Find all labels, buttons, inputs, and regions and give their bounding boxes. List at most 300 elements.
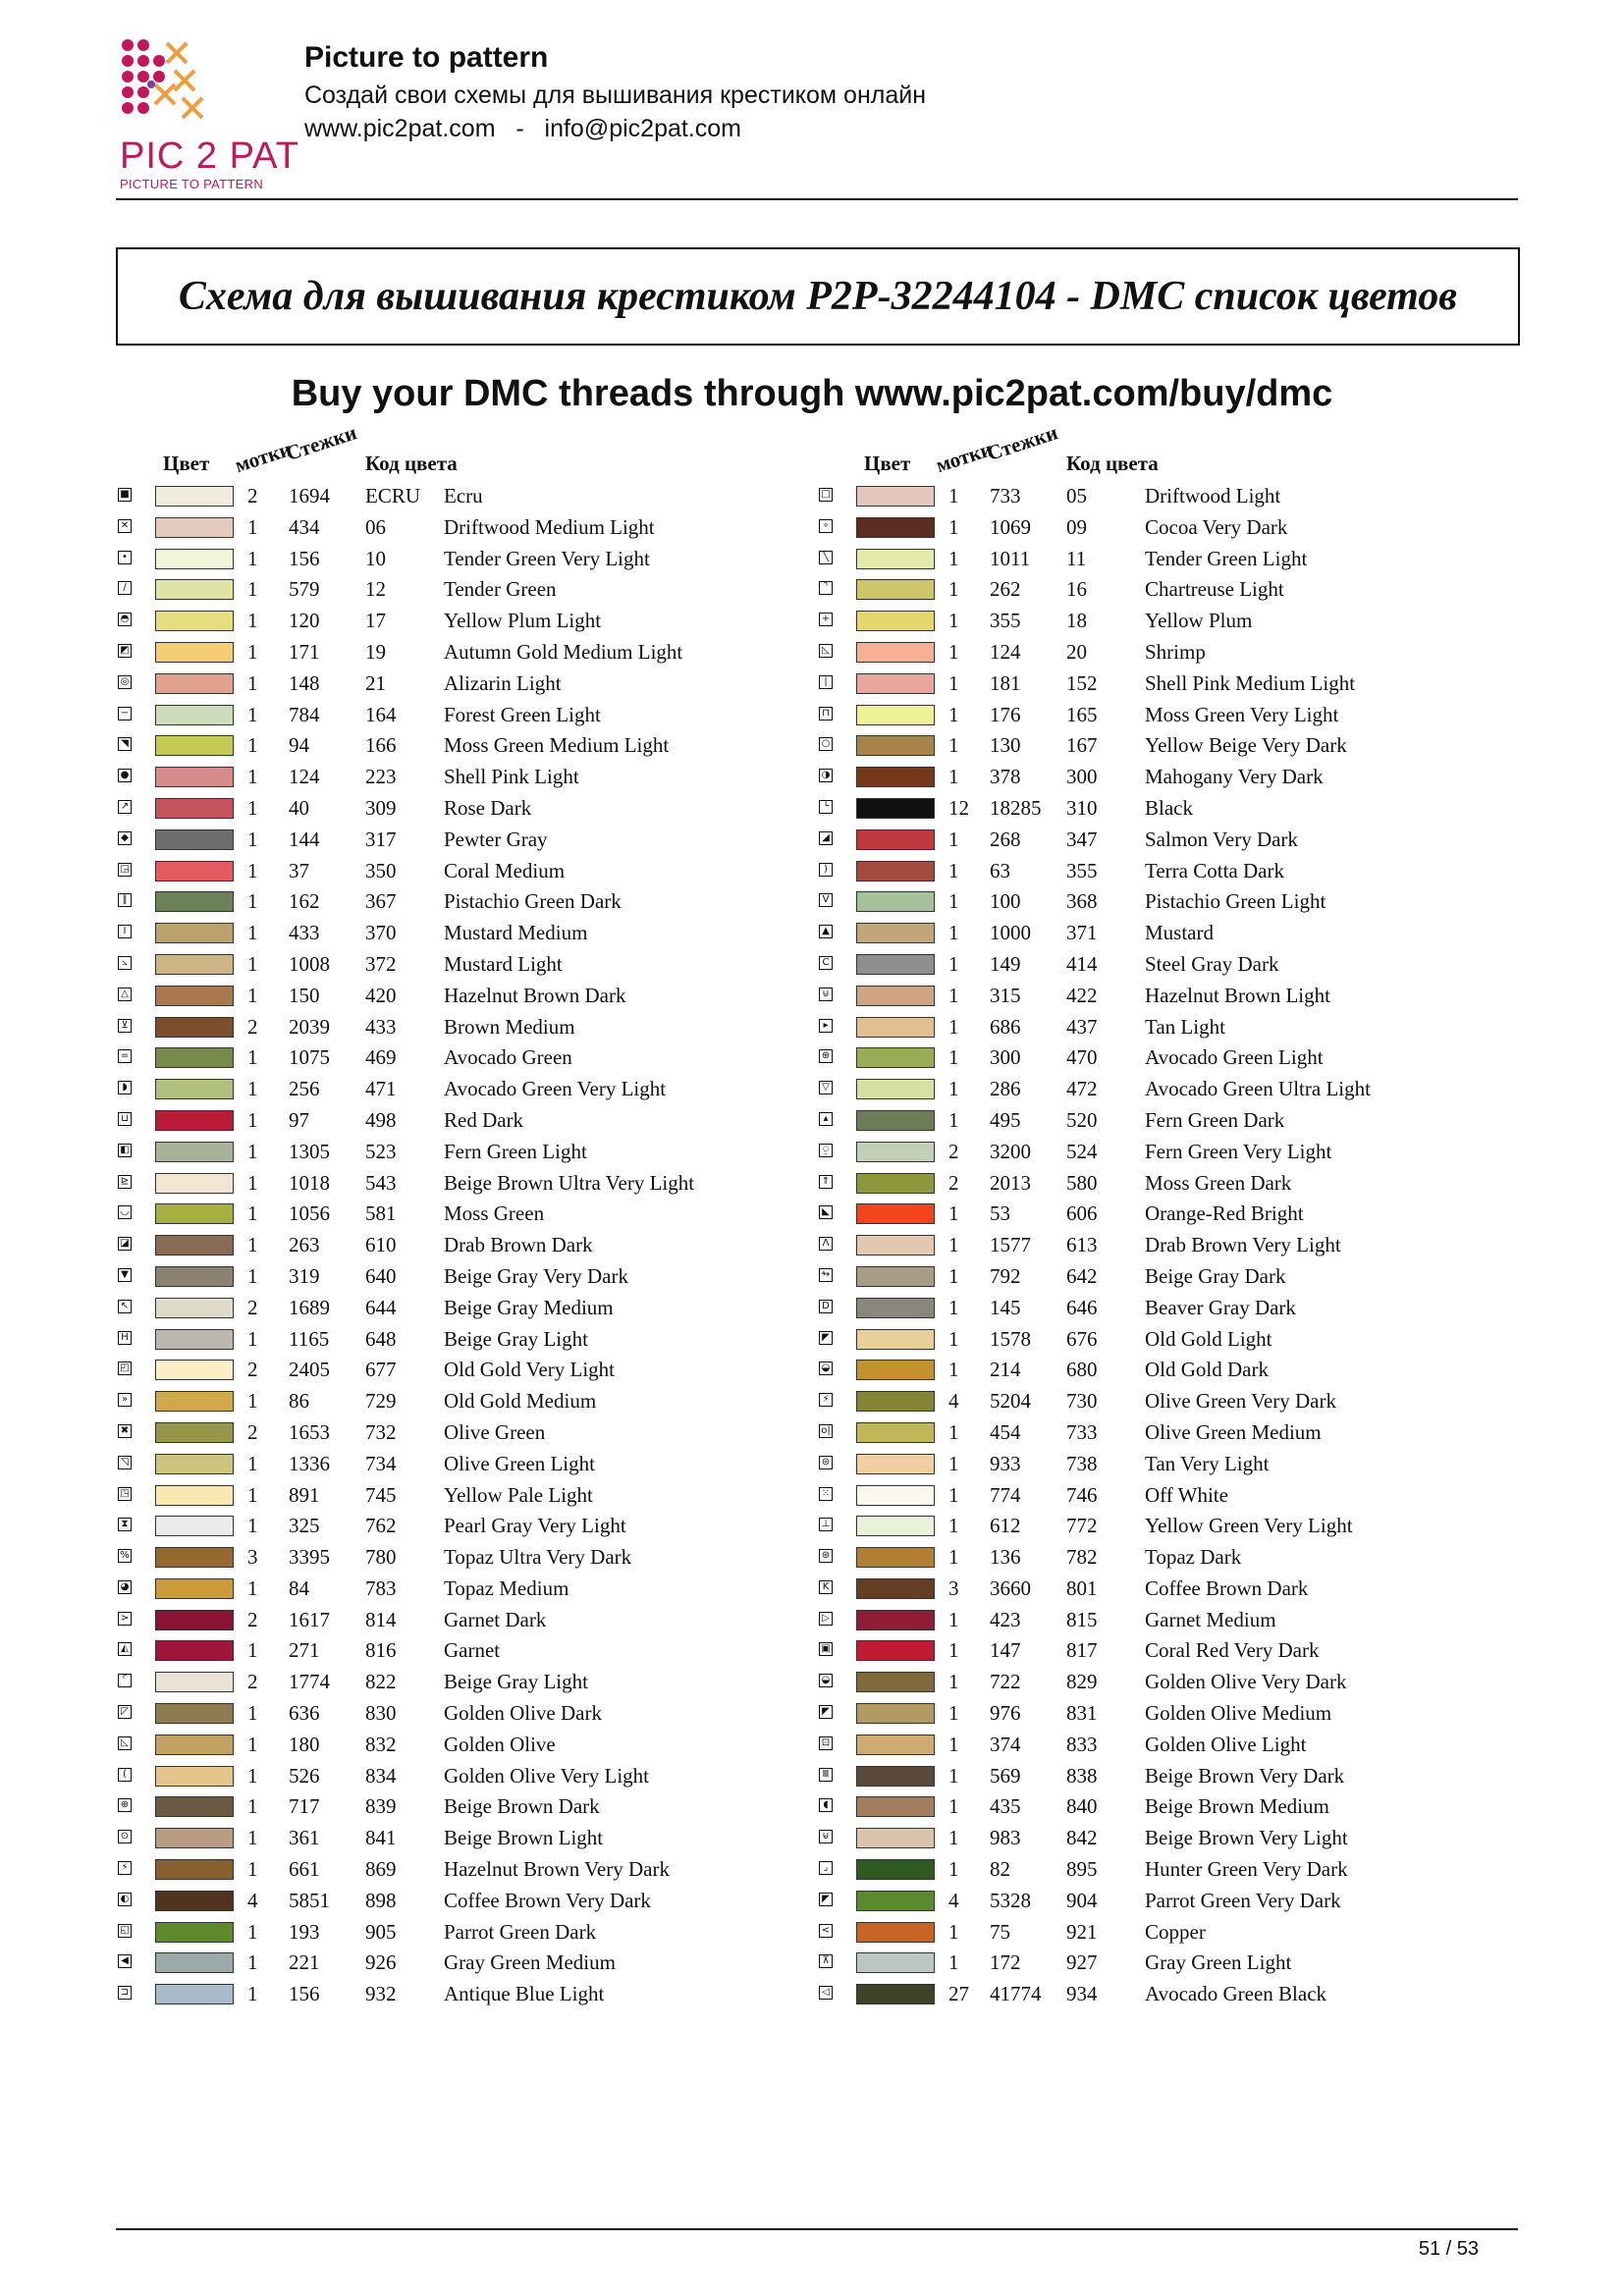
color-name: Tan Very Light (1145, 1451, 1270, 1475)
color-swatch (856, 1454, 935, 1474)
skeins-value: 1 (948, 858, 959, 882)
header-stitches: Стежки (984, 420, 1061, 466)
skeins-value: 1 (948, 1794, 959, 1819)
color-swatch (155, 735, 234, 756)
skeins-value: 1 (247, 1326, 258, 1351)
stitches-value: 1577 (990, 1233, 1031, 1257)
table-row (116, 949, 803, 981)
table-row (817, 1074, 1504, 1105)
color-swatch (155, 579, 234, 600)
skeins-value: 1 (247, 1045, 258, 1070)
color-name: Beige Gray Very Dark (444, 1263, 628, 1288)
color-swatch (155, 1578, 234, 1599)
color-code: 372 (365, 951, 397, 976)
color-name: Forest Green Light (444, 702, 601, 726)
color-code: 17 (365, 609, 386, 633)
skeins-value: 1 (247, 1233, 258, 1257)
color-code: 640 (365, 1263, 397, 1288)
pattern-symbol: C (819, 956, 833, 970)
color-code: 676 (1066, 1326, 1098, 1351)
header-color: Цвет (864, 452, 911, 475)
color-swatch (856, 1142, 935, 1162)
table-row (817, 730, 1504, 762)
table-row (116, 1730, 803, 1761)
skeins-value: 2 (247, 1419, 258, 1444)
skeins-value: 1 (948, 702, 959, 726)
table-row (817, 1012, 1504, 1043)
pattern-symbol: ⇑ (819, 1175, 833, 1189)
color-swatch (856, 767, 935, 787)
table-row (116, 1137, 803, 1168)
pattern-symbol: ◒ (819, 1362, 833, 1375)
color-code: 815 (1066, 1607, 1098, 1631)
pattern-symbol: ↖ (118, 1300, 132, 1313)
color-code: ECRU (365, 484, 421, 507)
color-name: Golden Olive (444, 1732, 556, 1756)
table-row (116, 1979, 803, 2010)
skeins-value: 1 (948, 1045, 959, 1070)
table-row (116, 1417, 803, 1449)
color-code: 783 (365, 1575, 397, 1600)
color-code: 20 (1066, 639, 1087, 664)
skeins-value: 1 (948, 1419, 959, 1444)
pattern-symbol: ◖ (819, 1798, 833, 1812)
color-code: 165 (1066, 702, 1098, 726)
color-swatch (155, 1422, 234, 1443)
color-name: Beige Brown Medium (1145, 1794, 1329, 1819)
skeins-value: 1 (247, 1638, 258, 1663)
brand-contact[interactable]: www.pic2pat.com - info@pic2pat.com (304, 115, 741, 142)
stitches-value: 636 (289, 1701, 320, 1726)
pattern-symbol: ⚡ (819, 1393, 833, 1407)
skeins-value: 1 (948, 484, 959, 507)
pattern-symbol: ⦣ (118, 956, 132, 970)
color-swatch (155, 1329, 234, 1350)
color-swatch (155, 1640, 234, 1661)
color-swatch (856, 1578, 935, 1599)
stitches-value: 148 (289, 670, 320, 695)
pattern-symbol: ‖ (118, 893, 132, 907)
pattern-symbol: % (118, 1549, 132, 1563)
skeins-value: 1 (948, 889, 959, 914)
footer-divider (116, 2228, 1518, 2230)
color-swatch (856, 549, 935, 569)
color-name: Mustard Light (444, 951, 563, 976)
pattern-symbol: Λ (819, 1237, 833, 1251)
color-code: 414 (1066, 951, 1098, 976)
color-name: Mahogany Very Dark (1145, 765, 1324, 789)
color-swatch (856, 705, 935, 725)
skeins-value: 1 (948, 827, 959, 851)
color-name: Old Gold Dark (1145, 1358, 1269, 1382)
skeins-value: 1 (948, 1607, 959, 1631)
stitches-value: 100 (990, 889, 1021, 914)
color-swatch (155, 1203, 234, 1224)
pattern-symbol: ■ (118, 488, 132, 502)
pattern-symbol: ▣ (819, 1642, 833, 1656)
table-row (116, 1635, 803, 1667)
buy-threads-link[interactable]: Buy your DMC threads through www.pic2pat.com/buy/dmc (291, 373, 1333, 414)
color-swatch (155, 1391, 234, 1412)
color-swatch (155, 1796, 234, 1817)
table-row (116, 544, 803, 575)
pattern-symbol: △ (118, 988, 132, 1001)
stitches-value: 1653 (289, 1419, 330, 1444)
skeins-value: 12 (948, 795, 969, 820)
stitches-value: 214 (990, 1358, 1021, 1382)
color-code: 223 (365, 765, 397, 789)
color-name: Parrot Green Very Dark (1145, 1888, 1341, 1912)
pattern-symbol: = (118, 1049, 132, 1063)
table-row (116, 574, 803, 606)
skeins-value: 1 (247, 889, 258, 914)
stitches-value: 434 (289, 514, 320, 539)
skeins-value: 1 (247, 546, 258, 570)
color-name: Tender Green Very Light (444, 546, 650, 570)
stitches-value: 156 (289, 546, 320, 570)
stitches-value: 454 (990, 1419, 1021, 1444)
color-code: 317 (365, 827, 397, 851)
pattern-symbol: ◢ (819, 831, 833, 845)
color-code: 648 (365, 1326, 397, 1351)
color-name: Yellow Pale Light (444, 1482, 593, 1507)
color-name: Olive Green (444, 1419, 546, 1444)
pattern-symbol: o| (819, 1424, 833, 1438)
pattern-symbol: ◑ (819, 769, 833, 782)
color-swatch (856, 1952, 935, 1973)
pattern-symbol: D (819, 1300, 833, 1313)
skeins-value: 2 (247, 1358, 258, 1382)
skeins-value: 1 (247, 670, 258, 695)
color-name: Hazelnut Brown Very Dark (444, 1857, 670, 1882)
color-code: 921 (1066, 1919, 1098, 1944)
table-row (817, 1917, 1504, 1949)
color-code: 309 (365, 795, 397, 820)
pattern-symbol: ◤ (819, 1331, 833, 1345)
color-code: 772 (1066, 1514, 1098, 1538)
pattern-symbol: ◐ (118, 1893, 132, 1906)
color-name: Pewter Gray (444, 827, 548, 851)
stitches-value: 136 (990, 1545, 1021, 1570)
skeins-value: 1 (247, 1107, 258, 1132)
table-header (817, 420, 1504, 481)
skeins-value: 1 (247, 827, 258, 851)
skeins-value: 1 (247, 514, 258, 539)
color-code: 677 (365, 1358, 397, 1382)
pattern-symbol: ◡ (118, 1205, 132, 1219)
color-code: 898 (365, 1888, 397, 1912)
stitches-value: 300 (990, 1045, 1021, 1070)
document-title-box (116, 247, 1520, 346)
color-name: Coffee Brown Dark (1145, 1575, 1309, 1600)
stitches-value: 124 (289, 765, 320, 789)
color-swatch (155, 1922, 234, 1943)
skeins-value: 1 (948, 1263, 959, 1288)
color-table-right (817, 420, 1504, 2010)
color-code: 840 (1066, 1794, 1098, 1819)
skeins-value: 1 (948, 1545, 959, 1570)
skeins-value: 1 (247, 1077, 258, 1101)
pattern-symbol: ◤ (819, 1893, 833, 1906)
header-stitches: Стежки (283, 420, 360, 466)
table-row (116, 1698, 803, 1730)
table-row (116, 856, 803, 887)
skeins-value: 1 (247, 1794, 258, 1819)
skeins-value: 1 (948, 639, 959, 664)
brand-title: Picture to pattern (304, 41, 549, 74)
pattern-symbol: / (118, 581, 132, 595)
pattern-symbol: ✕ (118, 519, 132, 533)
color-code: 164 (365, 702, 397, 726)
color-code: 520 (1066, 1107, 1098, 1132)
color-code: 644 (365, 1295, 397, 1319)
color-code: 839 (365, 1794, 397, 1819)
pattern-symbol: ◺ (819, 644, 833, 658)
table-row (116, 1074, 803, 1105)
skeins-value: 1 (247, 1451, 258, 1475)
color-swatch (856, 486, 935, 507)
color-name: Olive Green Medium (1145, 1419, 1322, 1444)
color-code: 06 (365, 514, 386, 539)
color-name: Mustard (1145, 921, 1214, 945)
color-swatch (856, 1203, 935, 1224)
color-code: 05 (1066, 484, 1087, 507)
color-name: Coral Medium (444, 858, 566, 882)
color-code: 167 (1066, 733, 1098, 758)
table-row (817, 1761, 1504, 1792)
color-swatch (155, 642, 234, 663)
color-code: 926 (365, 1950, 397, 1975)
skeins-value: 1 (948, 765, 959, 789)
skeins-value: 1 (948, 1732, 959, 1756)
color-swatch (856, 1391, 935, 1412)
skeins-value: 1 (247, 795, 258, 820)
header-code: Код цвета (365, 452, 458, 475)
stitches-value: 256 (289, 1077, 320, 1101)
pattern-symbol: ⊥ (819, 1518, 833, 1531)
pattern-symbol: I (118, 925, 132, 938)
stitches-value: 97 (289, 1107, 309, 1132)
pattern-symbol: ◒ (819, 1674, 833, 1687)
table-row (116, 886, 803, 918)
pattern-symbol: ∘ (819, 519, 833, 533)
color-code: 523 (365, 1139, 397, 1163)
table-row (817, 949, 1504, 981)
stitches-value: 2039 (289, 1014, 330, 1039)
color-name: Coffee Brown Very Dark (444, 1888, 651, 1912)
skeins-value: 1 (948, 1201, 959, 1226)
color-swatch (856, 1922, 935, 1943)
table-row (817, 1042, 1504, 1074)
pattern-symbol: ⊓ (819, 707, 833, 721)
table-row (817, 856, 1504, 887)
table-row (116, 1449, 803, 1480)
color-swatch (856, 954, 935, 975)
color-code: 543 (365, 1170, 397, 1195)
skeins-value: 1 (247, 1482, 258, 1507)
color-name: Shell Pink Medium Light (1145, 670, 1356, 695)
color-code: 830 (365, 1701, 397, 1726)
stitches-value: 171 (289, 639, 320, 664)
color-name: Beige Brown Very Light (1145, 1826, 1348, 1850)
color-code: 581 (365, 1201, 397, 1226)
color-code: 680 (1066, 1358, 1098, 1382)
color-name: Driftwood Medium Light (444, 514, 655, 539)
pattern-symbol: ◆ (118, 831, 132, 845)
skeins-value: 2 (247, 1670, 258, 1694)
color-code: 817 (1066, 1638, 1098, 1663)
skeins-value: 1 (247, 577, 258, 602)
skeins-value: 2 (247, 1295, 258, 1319)
color-code: 610 (365, 1233, 397, 1257)
color-swatch (155, 1610, 234, 1630)
table-row (116, 1293, 803, 1324)
skeins-value: 2 (247, 484, 258, 507)
table-row (817, 1105, 1504, 1137)
color-swatch (856, 1516, 935, 1536)
color-swatch (856, 1360, 935, 1380)
color-name: Alizarin Light (444, 670, 562, 695)
color-code: 310 (1066, 795, 1098, 820)
color-swatch (155, 767, 234, 787)
table-row (817, 1324, 1504, 1356)
color-swatch (155, 1173, 234, 1194)
stitches-value: 976 (990, 1701, 1021, 1726)
pattern-symbol: ⊙ (118, 1830, 132, 1843)
color-name: Golden Olive Light (1145, 1732, 1307, 1756)
color-name: Beige Brown Ultra Very Light (444, 1170, 695, 1195)
color-name: Golden Olive Very Light (444, 1763, 649, 1788)
pattern-symbol: ⊐ (118, 1986, 132, 2000)
pattern-symbol: ⊼ (819, 1954, 833, 1968)
color-code: 904 (1066, 1888, 1098, 1912)
color-name: Yellow Beige Very Dark (1145, 733, 1347, 758)
color-name: Beaver Gray Dark (1145, 1295, 1296, 1319)
color-name: Pearl Gray Very Light (444, 1514, 626, 1538)
table-row (116, 1261, 803, 1293)
table-row (817, 1698, 1504, 1730)
skeins-value: 1 (247, 983, 258, 1007)
table-row (817, 1449, 1504, 1480)
color-name: Yellow Plum (1145, 609, 1253, 633)
table-row (817, 1574, 1504, 1605)
color-swatch (856, 1266, 935, 1287)
color-swatch (856, 517, 935, 538)
skeins-value: 1 (247, 1763, 258, 1788)
color-name: Black (1145, 795, 1193, 820)
pattern-symbol: ⊜ (819, 1456, 833, 1469)
skeins-value: 1 (948, 1482, 959, 1507)
table-row (817, 1948, 1504, 1979)
skeins-value: 1 (948, 1670, 959, 1694)
table-row (116, 1574, 803, 1605)
header-code: Код цвета (1066, 452, 1159, 475)
color-code: 300 (1066, 765, 1098, 789)
skeins-value: 1 (948, 1295, 959, 1319)
stitches-value: 2405 (289, 1358, 330, 1382)
color-swatch (155, 1703, 234, 1724)
skeins-value: 2 (948, 1170, 959, 1195)
table-row (116, 1667, 803, 1698)
color-code: 895 (1066, 1857, 1098, 1882)
color-swatch (155, 1017, 234, 1038)
color-code: 816 (365, 1638, 397, 1663)
pattern-symbol: ● (118, 769, 132, 782)
color-code: 841 (365, 1826, 397, 1850)
skeins-value: 27 (948, 1982, 969, 2006)
table-row (817, 668, 1504, 700)
color-code: 498 (365, 1107, 397, 1132)
skeins-value: 1 (247, 733, 258, 758)
stitches-value: 1165 (289, 1326, 330, 1351)
pattern-symbol: ⊕ (118, 1798, 132, 1812)
pattern-symbol: » (118, 1393, 132, 1407)
color-swatch (155, 1828, 234, 1848)
color-code: 11 (1066, 546, 1087, 570)
color-code: 16 (1066, 577, 1087, 602)
pattern-symbol: ▽ (819, 1081, 833, 1095)
color-swatch (155, 1952, 234, 1973)
color-swatch (856, 1079, 935, 1099)
pattern-symbol: ◗ (118, 1081, 132, 1095)
pattern-symbol: ⧗ (118, 1518, 132, 1531)
table-row (116, 1199, 803, 1230)
color-swatch (856, 1110, 935, 1131)
table-row (817, 1511, 1504, 1542)
table-row (817, 512, 1504, 544)
pattern-symbol: ◱ (118, 1924, 132, 1938)
table-row (817, 1199, 1504, 1230)
table-row (817, 606, 1504, 637)
stitches-value: 315 (990, 983, 1021, 1007)
stitches-value: 176 (990, 702, 1021, 726)
table-row (116, 762, 803, 793)
stitches-value: 355 (990, 609, 1021, 633)
table-row (817, 981, 1504, 1012)
skeins-value: 1 (948, 514, 959, 539)
skeins-value: 1 (948, 1950, 959, 1975)
table-row (116, 700, 803, 731)
pattern-symbol: ○ (819, 737, 833, 751)
color-swatch (155, 1047, 234, 1068)
stitches-value: 319 (289, 1263, 320, 1288)
color-code: 420 (365, 983, 397, 1007)
color-name: Topaz Medium (444, 1575, 569, 1600)
color-swatch (155, 829, 234, 850)
stitches-value: 1578 (990, 1326, 1031, 1351)
table-row (817, 700, 1504, 731)
pattern-symbol: | (819, 675, 833, 689)
table-row (116, 793, 803, 825)
color-name: Old Gold Medium (444, 1389, 597, 1414)
pattern-symbol: ◰ (118, 1362, 132, 1375)
color-swatch (856, 1047, 935, 1068)
color-name: Brown Medium (444, 1014, 575, 1039)
stitches-value: 3395 (289, 1545, 330, 1570)
skeins-value: 2 (247, 1607, 258, 1631)
stitches-value: 1000 (990, 921, 1031, 945)
skeins-value: 1 (247, 702, 258, 726)
table-row (817, 1823, 1504, 1854)
color-swatch (155, 1266, 234, 1287)
color-code: 829 (1066, 1670, 1098, 1694)
color-name: Terra Cotta Dark (1145, 858, 1284, 882)
skeins-value: 2 (247, 1014, 258, 1039)
skeins-value: 4 (948, 1389, 959, 1414)
color-code: 18 (1066, 609, 1087, 633)
color-name: Copper (1145, 1919, 1206, 1944)
color-name: Avocado Green Very Light (444, 1077, 667, 1101)
